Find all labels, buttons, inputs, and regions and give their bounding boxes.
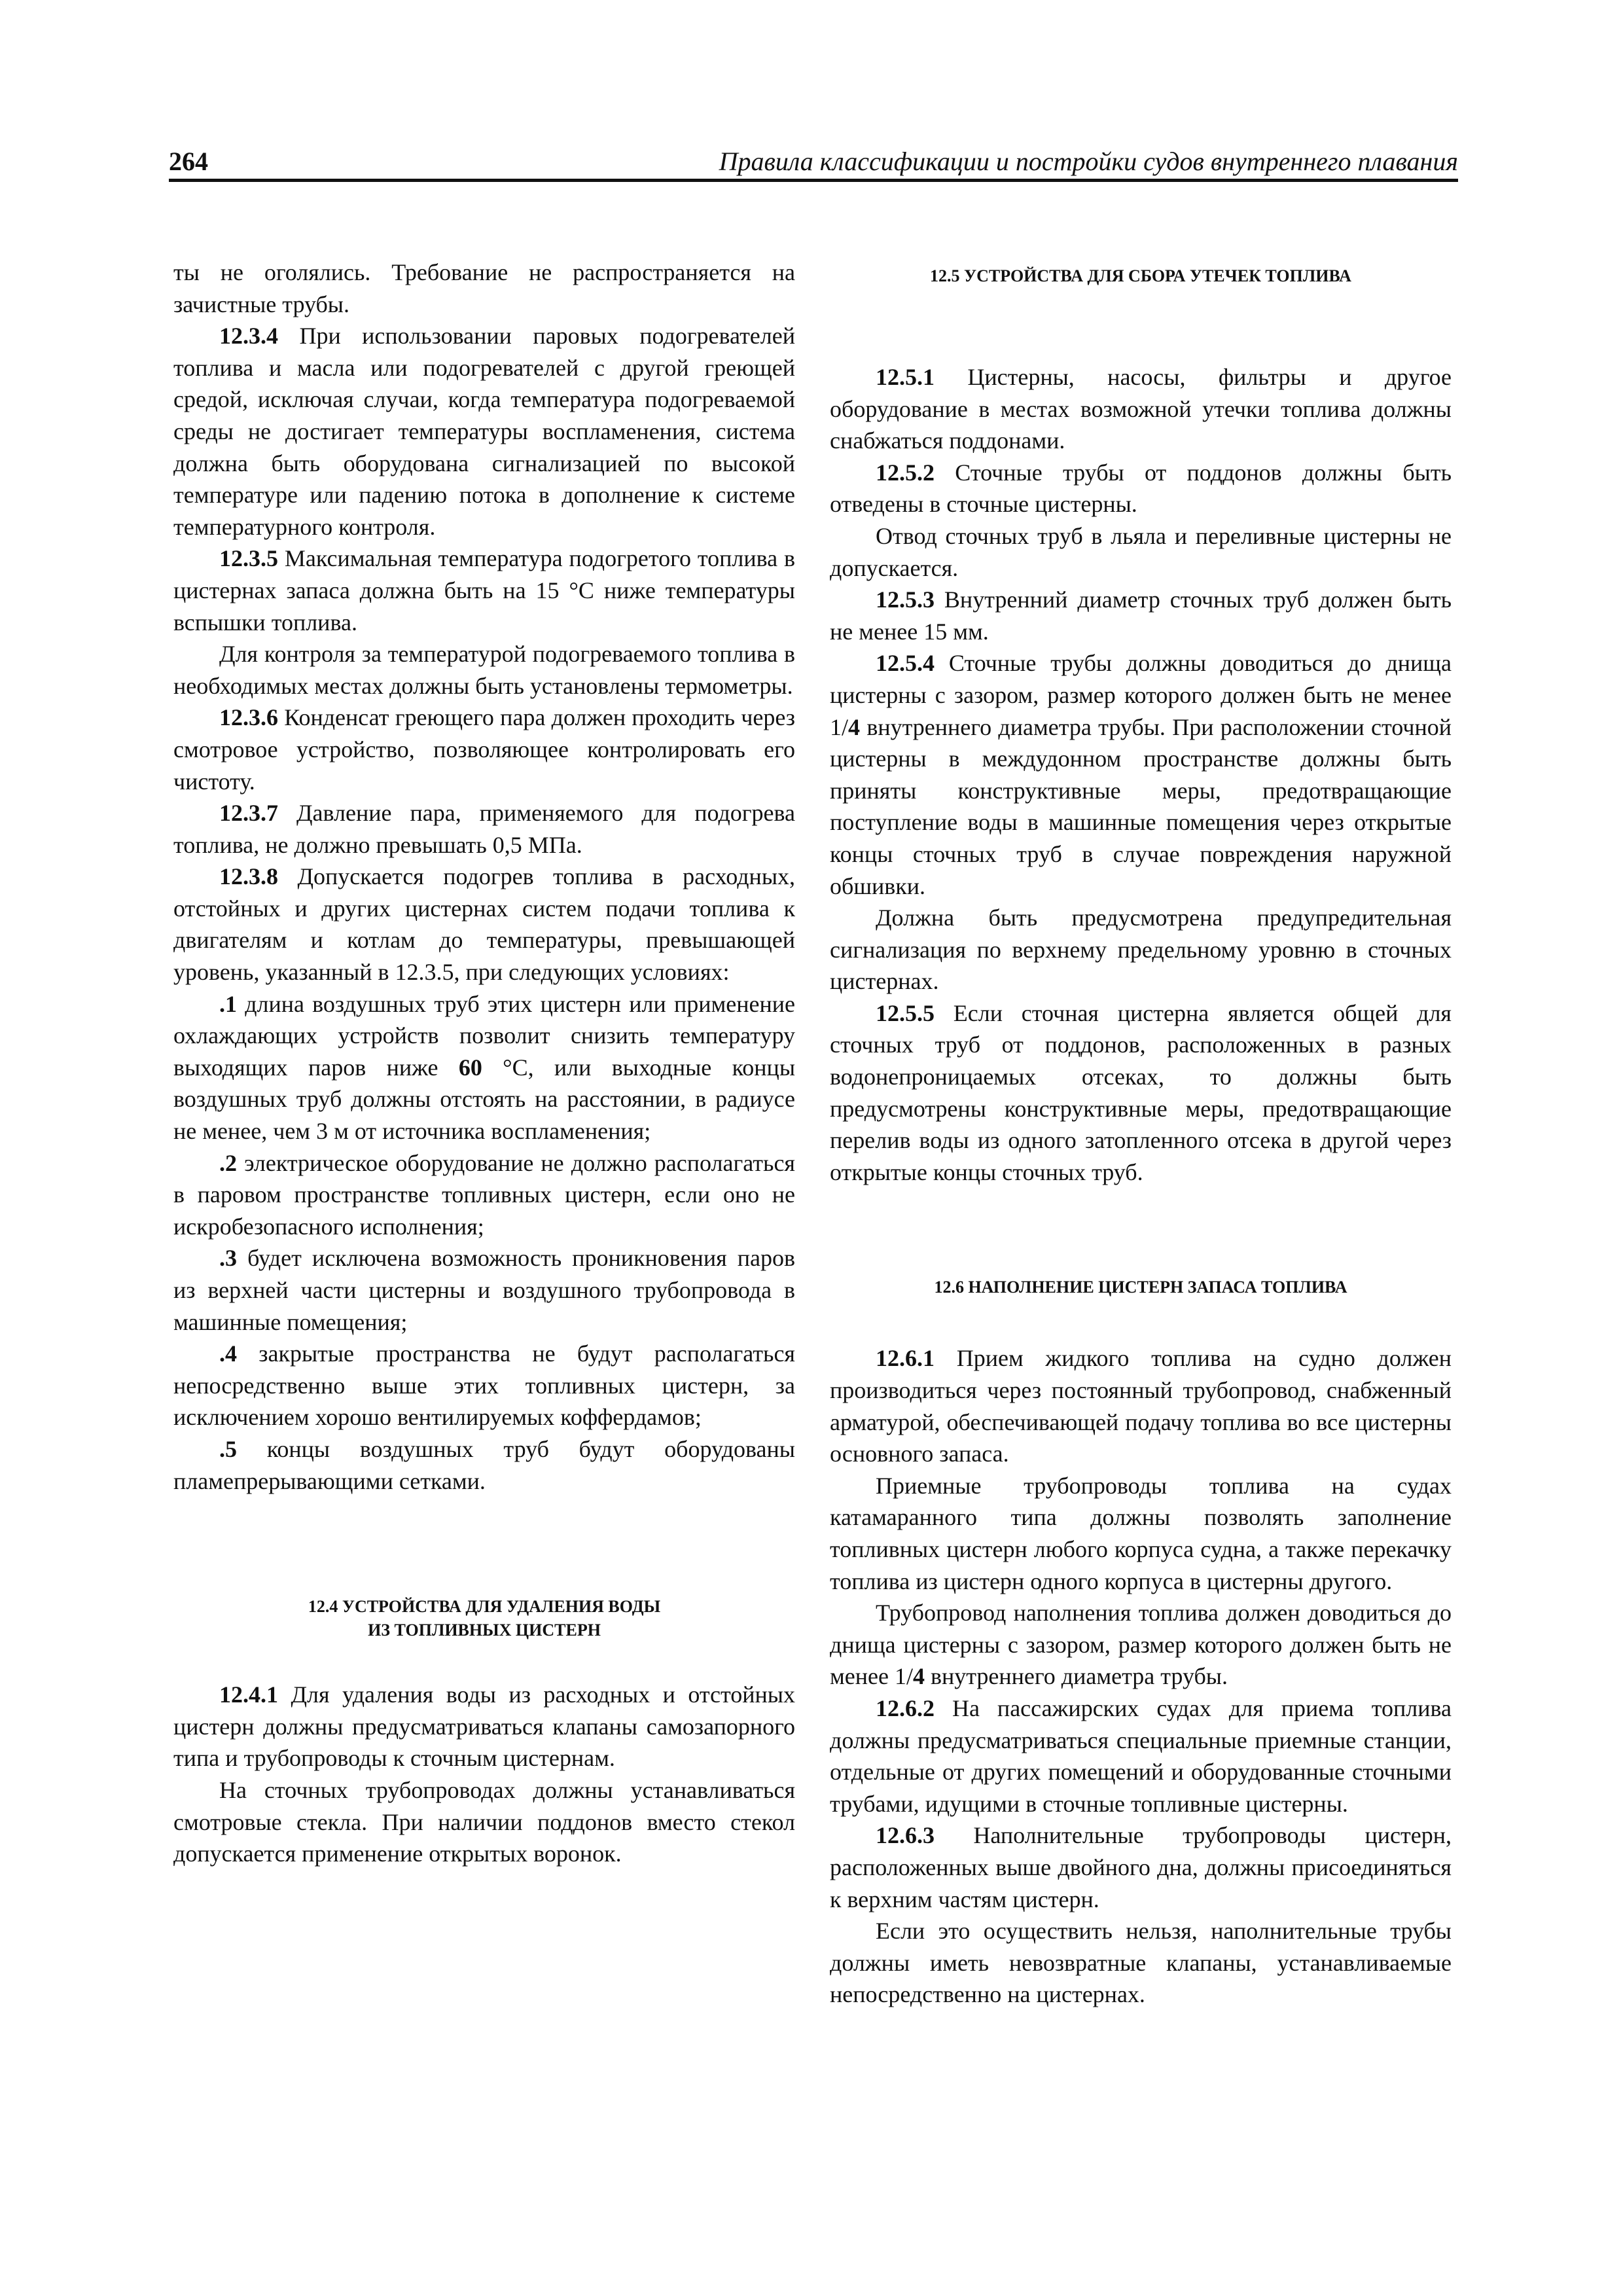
paragraph — [173, 1774, 795, 1870]
paragraph-text: Приемные трубопроводы топлива на судах катамаранного типа должны позволять заполнение топливных цистерн любого корпуса судна, а также перекачку топлива из цистерн одного корпуса в цистерны другого. — [830, 1472, 1452, 1594]
paragraph-12-5-2 — [830, 457, 1452, 520]
list-number: .3 — [219, 1245, 237, 1272]
paragraph-text: Внутренний диаметр сточных труб должен быть не менее 15 мм. — [830, 586, 1452, 645]
paragraph-12-6-2 — [830, 1693, 1452, 1820]
paragraph-text: Давление пара, применяемого для подогрева топлива, не должно превышать 0,5 МПа. — [173, 800, 795, 858]
bold-value: 4 — [848, 713, 861, 740]
clause-number: 12.3.7 — [219, 800, 278, 827]
section-heading-line: ИЗ ТОПЛИВНЫХ ЦИСТЕРН — [368, 1621, 601, 1640]
paragraph-12-6-3 — [830, 1820, 1452, 1915]
paragraph-text: Отвод сточных труб в льяла и переливные цистерны не допускается. — [830, 522, 1452, 581]
paragraph-12-5-3 — [830, 584, 1452, 647]
paragraph-12-3-7 — [173, 797, 795, 861]
list-item-2 — [173, 1147, 795, 1243]
paragraph — [830, 1470, 1452, 1597]
list-item-3 — [173, 1242, 795, 1338]
paragraph-12-5-4 — [830, 647, 1452, 902]
paragraph-text: будет исключена возможность проникновения паров из верхней части цистерны и воздушного трубопровода в машинные помещения; — [173, 1245, 795, 1335]
paragraph-text: ты не оголялись. Требование не распространяется на зачистные трубы. — [173, 259, 795, 317]
list-item-5 — [173, 1433, 795, 1497]
paragraph-text: концы воздушных труб будут оборудованы пламепрерывающими сетками. — [173, 1435, 795, 1494]
bold-value: 60 — [458, 1054, 482, 1081]
running-title: Правила классификации и постройки судов внутреннего плавания — [719, 147, 1458, 176]
section-heading-line: 12.4 УСТРОЙСТВА ДЛЯ УДАЛЕНИЯ ВОДЫ — [308, 1597, 661, 1617]
paragraph-text: Сточные трубы от поддонов должны быть отведены в сточные цистерны. — [830, 459, 1452, 518]
clause-number: 12.5.3 — [876, 586, 935, 613]
paragraph-text: Конденсат греющего пара должен проходить через смотровое устройство, позволяющее контролировать его чистоту. — [173, 704, 795, 795]
paragraph-text: Прием жидкого топлива на судно должен производиться через постоянный трубопровод, снабженный арматурой, обеспечивающей подачу топлива во все цистерны основного запаса. — [830, 1345, 1452, 1467]
right-column — [830, 257, 1452, 2011]
list-number: .4 — [219, 1340, 237, 1367]
paragraph-text: Цистерны, насосы, фильтры и другое оборудование в местах возможной утечки топлива должны снабжаться поддонами. — [830, 364, 1452, 454]
paragraph-text: Наполнительные трубопроводы цистерн, расположенных выше двойного дна, должны присоединяться к верхним частям цистерн. — [830, 1822, 1452, 1912]
list-item-1 — [173, 988, 795, 1147]
paragraph-12-5-5 — [830, 997, 1452, 1189]
paragraph-12-3-4 — [173, 320, 795, 543]
list-number: .5 — [219, 1435, 237, 1462]
paragraph-text: Максимальная температура подогретого топлива в цистернах запаса должна быть на 15 °C ниже температуры вспышки топлива. — [173, 545, 795, 636]
paragraph-text: Допускается подогрев топлива в расходных, отстойных и других цистернах систем подачи топлива к двигателям и котлам до температуры, превышающей уровень, указанный в 12.3.5, при следующих условиях: — [173, 863, 795, 986]
paragraph-text: Должна быть предусмотрена предупредительная сигнализация по верхнему предельному уровню в сточных цистернах. — [830, 905, 1452, 995]
paragraph — [830, 902, 1452, 997]
paragraph-12-5-1 — [830, 361, 1452, 457]
paragraph-12-4-1 — [173, 1679, 795, 1774]
left-column — [173, 257, 795, 1870]
paragraph-text: закрытые пространства не будут располагаться непосредственно выше этих топливных цистерн, за исключением хорошо вентилируемых коффердамов; — [173, 1340, 795, 1431]
page-number: 264 — [169, 147, 208, 176]
clause-number: 12.3.6 — [219, 704, 278, 731]
clause-number: 12.6.2 — [876, 1695, 935, 1721]
bold-value: 4 — [912, 1663, 925, 1690]
paragraph-text: На сточных трубопроводах должны устанавливаться смотровые стекла. При наличии поддонов вместо стекол допускается применение открытых воронок. — [173, 1776, 795, 1867]
list-number: .2 — [219, 1149, 237, 1176]
clause-number: 12.6.1 — [876, 1345, 935, 1372]
paragraph — [830, 1597, 1452, 1693]
paragraph-text: внутреннего диаметра трубы. При расположении сточной цистерны в междудонном пространстве должны быть приняты конструктивные меры, предотвращающие поступление воды в машинные помещения через открытые концы сточных труб в случае повреждения наружной обшивки. — [830, 713, 1452, 899]
paragraph-text: Для удаления воды из расходных и отстойных цистерн должны предусматриваться клапаны самозапорного типа и трубопроводы к сточным цистернам. — [173, 1681, 795, 1772]
header-rule — [169, 179, 1458, 182]
paragraph-text: На пассажирских судах для приема топлива должны предусматриваться специальные приемные станции, отдельные от других помещений и оборудованные сточными трубами, идущими в сточные топливные цистерны. — [830, 1695, 1452, 1817]
clause-number: 12.3.4 — [219, 323, 278, 350]
paragraph — [173, 638, 795, 702]
clause-number: 12.4.1 — [219, 1681, 278, 1708]
paragraph-text: длина воздушных труб этих цистерн или применение охлаждающих устройств позволит снизить температуру выходящих паров ниже — [173, 990, 795, 1081]
paragraph-text: внутреннего диаметра трубы. — [924, 1663, 1228, 1690]
list-number: .1 — [219, 990, 237, 1017]
paragraph-text: °C, или выходные концы воздушных труб должны отстоять на расстоянии, в радиусе не менее, чем 3 м от источника воспламенения; — [173, 1054, 796, 1145]
paragraph-text: При использовании паровых подогревателей топлива и масла или подогревателей с другой греющей средой, исключая случаи, когда температура подогреваемой среды не достигает температуры воспламенения, система должна быть оборудована сигнализацией по высокой температуре или падению потока в дополнение к системе температурного контроля. — [173, 323, 795, 540]
clause-number: 12.5.1 — [876, 364, 935, 390]
clause-number: 12.5.2 — [876, 459, 935, 486]
clause-number: 12.5.5 — [876, 999, 935, 1026]
paragraph-12-3-6 — [173, 702, 795, 797]
paragraph-text: Сточные трубы должны доводиться до днища цистерны с зазором, размер которого должен быть не менее 1/ — [830, 650, 1452, 740]
list-item-4 — [173, 1338, 795, 1433]
paragraph — [830, 1915, 1452, 2011]
paragraph-12-3-5 — [173, 543, 795, 638]
section-heading-12-4 — [173, 1595, 795, 1642]
paragraph — [830, 520, 1452, 584]
paragraph-12-3-8 — [173, 861, 795, 988]
paragraph-text: Для контроля за температурой подогреваемого топлива в необходимых местах должны быть установлены термометры. — [173, 641, 795, 699]
section-heading-12-5: 12.5 УСТРОЙСТВА ДЛЯ СБОРА УТЕЧЕК ТОПЛИВА — [930, 266, 1351, 285]
paragraph — [173, 257, 795, 320]
clause-number: 12.3.8 — [219, 863, 278, 890]
clause-number: 12.3.5 — [219, 545, 278, 572]
paragraph-text: электрическое оборудование не должно располагаться в паровом пространстве топливных цистерн, если оно не искробезопасного исполнения; — [173, 1149, 795, 1240]
page-header — [169, 145, 1458, 178]
paragraph-text: Трубопровод наполнения топлива должен доводиться до днища цистерны с зазором, размер которого должен быть не менее 1/ — [830, 1600, 1452, 1690]
paragraph-12-6-1 — [830, 1342, 1452, 1469]
section-heading-12-6: 12.6 НАПОЛНЕНИЕ ЦИСТЕРН ЗАПАСА ТОПЛИВА — [934, 1278, 1347, 1297]
paragraph-text: Если это осуществить нельзя, наполнительные трубы должны иметь невозвратные клапаны, устанавливаемые непосредственно на цистернах. — [830, 1918, 1452, 2008]
clause-number: 12.5.4 — [876, 650, 935, 677]
paragraph-text: Если сточная цистерна является общей для сточных труб от поддонов, расположенных в разных водонепроницаемых отсеках, то должны быть предусмотрены конструктивные меры, предотвращающие перелив воды из одного затопленного отсека в другой через открытые концы сточных труб. — [830, 999, 1452, 1185]
clause-number: 12.6.3 — [876, 1822, 935, 1849]
